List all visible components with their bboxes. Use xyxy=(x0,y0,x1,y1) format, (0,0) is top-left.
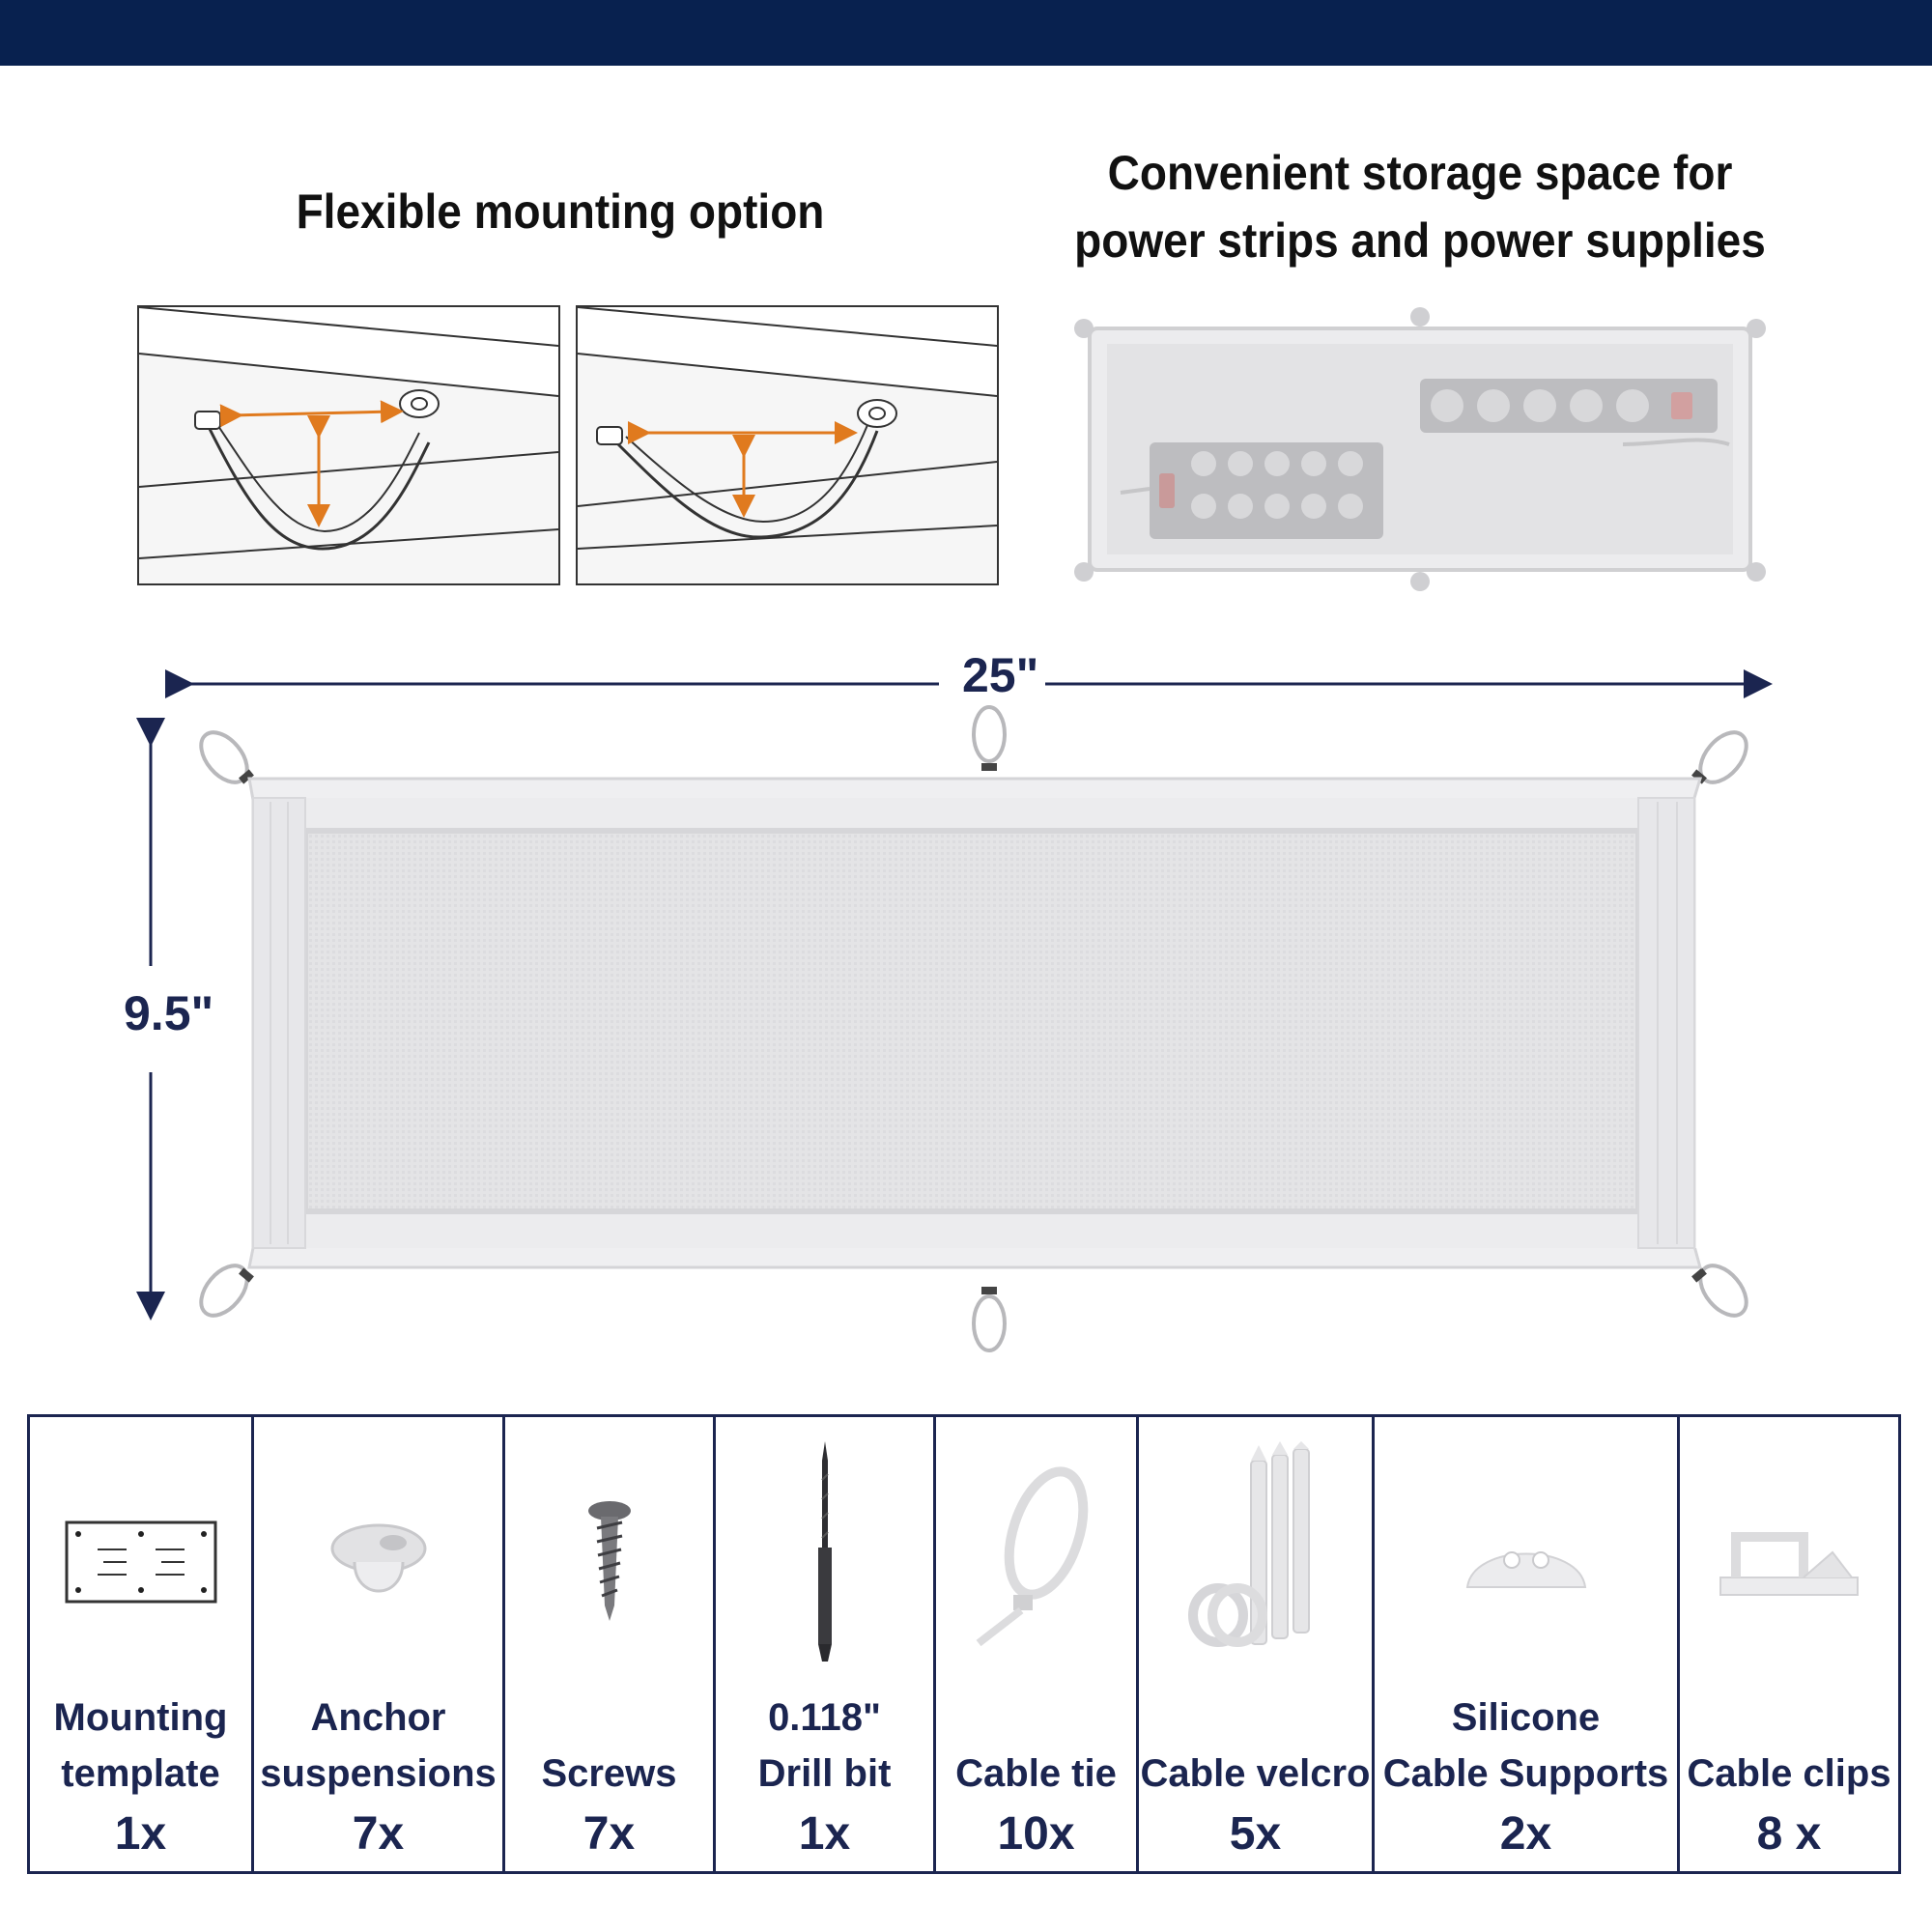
heading-flexible-mounting: Flexible mounting option xyxy=(296,185,825,239)
item-quantity: 1x xyxy=(114,1808,167,1860)
item-quantity: 5x xyxy=(1229,1808,1282,1860)
item-anchor-suspensions xyxy=(254,1417,505,1871)
cable-mesh-product xyxy=(135,638,1797,1372)
height-dimension-label: 9.5" xyxy=(124,986,214,1040)
item-name-line2: Cable clips xyxy=(1687,1752,1891,1795)
item-name-line2: suspensions xyxy=(260,1752,497,1795)
cable-support-icon xyxy=(1375,1456,1677,1668)
mounting-template-icon xyxy=(30,1456,251,1668)
item-quantity: 7x xyxy=(582,1808,636,1860)
drill-bit-icon xyxy=(716,1436,933,1668)
item-name-line1: Anchor xyxy=(310,1696,446,1739)
item-silicone-cable-supports xyxy=(1375,1417,1680,1871)
item-name-line1: Mounting xyxy=(53,1696,228,1739)
item-quantity: 2x xyxy=(1499,1808,1552,1860)
item-mounting-template xyxy=(30,1417,254,1871)
item-name-line2: Cable velcro xyxy=(1140,1752,1371,1795)
item-name-line2: Cable tie xyxy=(955,1752,1117,1795)
item-cable-tie xyxy=(936,1417,1139,1871)
item-name-line1: Silicone xyxy=(1451,1696,1601,1739)
cable-clip-icon xyxy=(1680,1456,1898,1668)
item-name-line2: template xyxy=(61,1752,220,1795)
item-quantity: 7x xyxy=(352,1808,405,1860)
anchor-suspension-icon xyxy=(254,1456,502,1668)
item-name-line1: 0.118" xyxy=(768,1696,881,1739)
cable-tie-icon xyxy=(936,1456,1136,1668)
item-name-line2: Drill bit xyxy=(757,1752,892,1795)
cable-velcro-icon xyxy=(1139,1436,1372,1668)
item-cable-velcro xyxy=(1139,1417,1375,1871)
screw-icon xyxy=(505,1456,713,1668)
item-quantity: 1x xyxy=(798,1808,851,1860)
item-drill-bit xyxy=(716,1417,936,1871)
item-name-line2: Cable Supports xyxy=(1382,1752,1669,1795)
item-quantity: 8 x xyxy=(1756,1808,1822,1860)
heading-storage-space-line1: Convenient storage space for xyxy=(1107,146,1733,200)
width-dimension-label: 25" xyxy=(962,648,1039,702)
heading-storage-space-line2: power strips and power supplies xyxy=(1074,213,1766,268)
item-screws xyxy=(505,1417,716,1871)
item-name-line2: Screws xyxy=(541,1752,677,1795)
item-quantity: 10x xyxy=(997,1808,1075,1860)
package-contents-table xyxy=(27,1414,1901,1874)
item-cable-clips xyxy=(1680,1417,1898,1871)
